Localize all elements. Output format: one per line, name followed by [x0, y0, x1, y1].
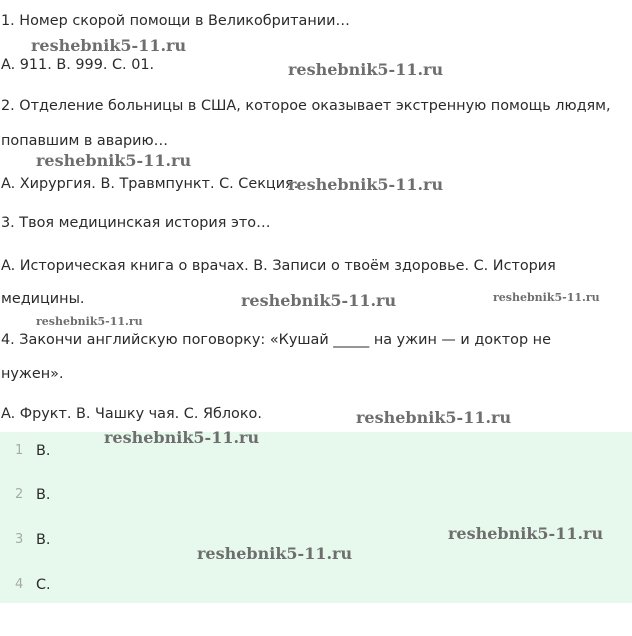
answer-value: B.	[36, 532, 51, 548]
answer-value: B.	[36, 443, 51, 459]
question-3-options-line-1: A. Историческая книга о врачах. B. Записи о твоём здоровье. C. История	[1, 258, 556, 274]
question-4-text-line-2: нужен».	[1, 366, 64, 382]
question-3-options-line-2: медицины.	[1, 291, 85, 307]
watermark: reshebnik5-11.ru	[104, 428, 260, 447]
answer-value: B.	[36, 487, 51, 503]
question-1-options: A. 911. B. 999. C. 01.	[1, 57, 155, 73]
answer-number: 4	[15, 577, 24, 592]
watermark: reshebnik5-11.ru	[288, 60, 444, 79]
watermark: reshebnik5-11.ru	[31, 36, 187, 55]
question-1-text: 1. Номер скорой помощи в Великобритании…	[1, 13, 350, 29]
answer-value: C.	[36, 577, 51, 593]
answer-number: 3	[15, 532, 24, 547]
question-2-text-line-1: 2. Отделение больницы в США, которое оказывает экстренную помощь людям,	[1, 98, 611, 114]
question-3-text: 3. Твоя медицинская история это…	[1, 215, 271, 231]
watermark: reshebnik5-11.ru	[36, 151, 192, 170]
watermark: reshebnik5-11.ru	[241, 291, 397, 310]
answer-number: 1	[15, 443, 24, 458]
question-4-text-line-1: 4. Закончи английскую поговорку: «Кушай _____ на ужин — и доктор не	[1, 332, 551, 348]
question-4-options: A. Фрукт. B. Чашку чая. C. Яблоко.	[1, 406, 262, 422]
watermark: reshebnik5-11.ru	[36, 315, 143, 328]
watermark: reshebnik5-11.ru	[493, 291, 600, 304]
watermark: reshebnik5-11.ru	[448, 524, 604, 543]
answers-panel	[0, 428, 632, 603]
watermark: reshebnik5-11.ru	[356, 408, 512, 427]
watermark: reshebnik5-11.ru	[197, 544, 353, 563]
question-2-options: A. Хирургия. B. Травмпункт. C. Секция.	[1, 176, 299, 192]
question-2-text-line-2: попавшим в аварию…	[1, 133, 169, 149]
watermark: reshebnik5-11.ru	[288, 175, 444, 194]
answer-number: 2	[15, 487, 24, 502]
